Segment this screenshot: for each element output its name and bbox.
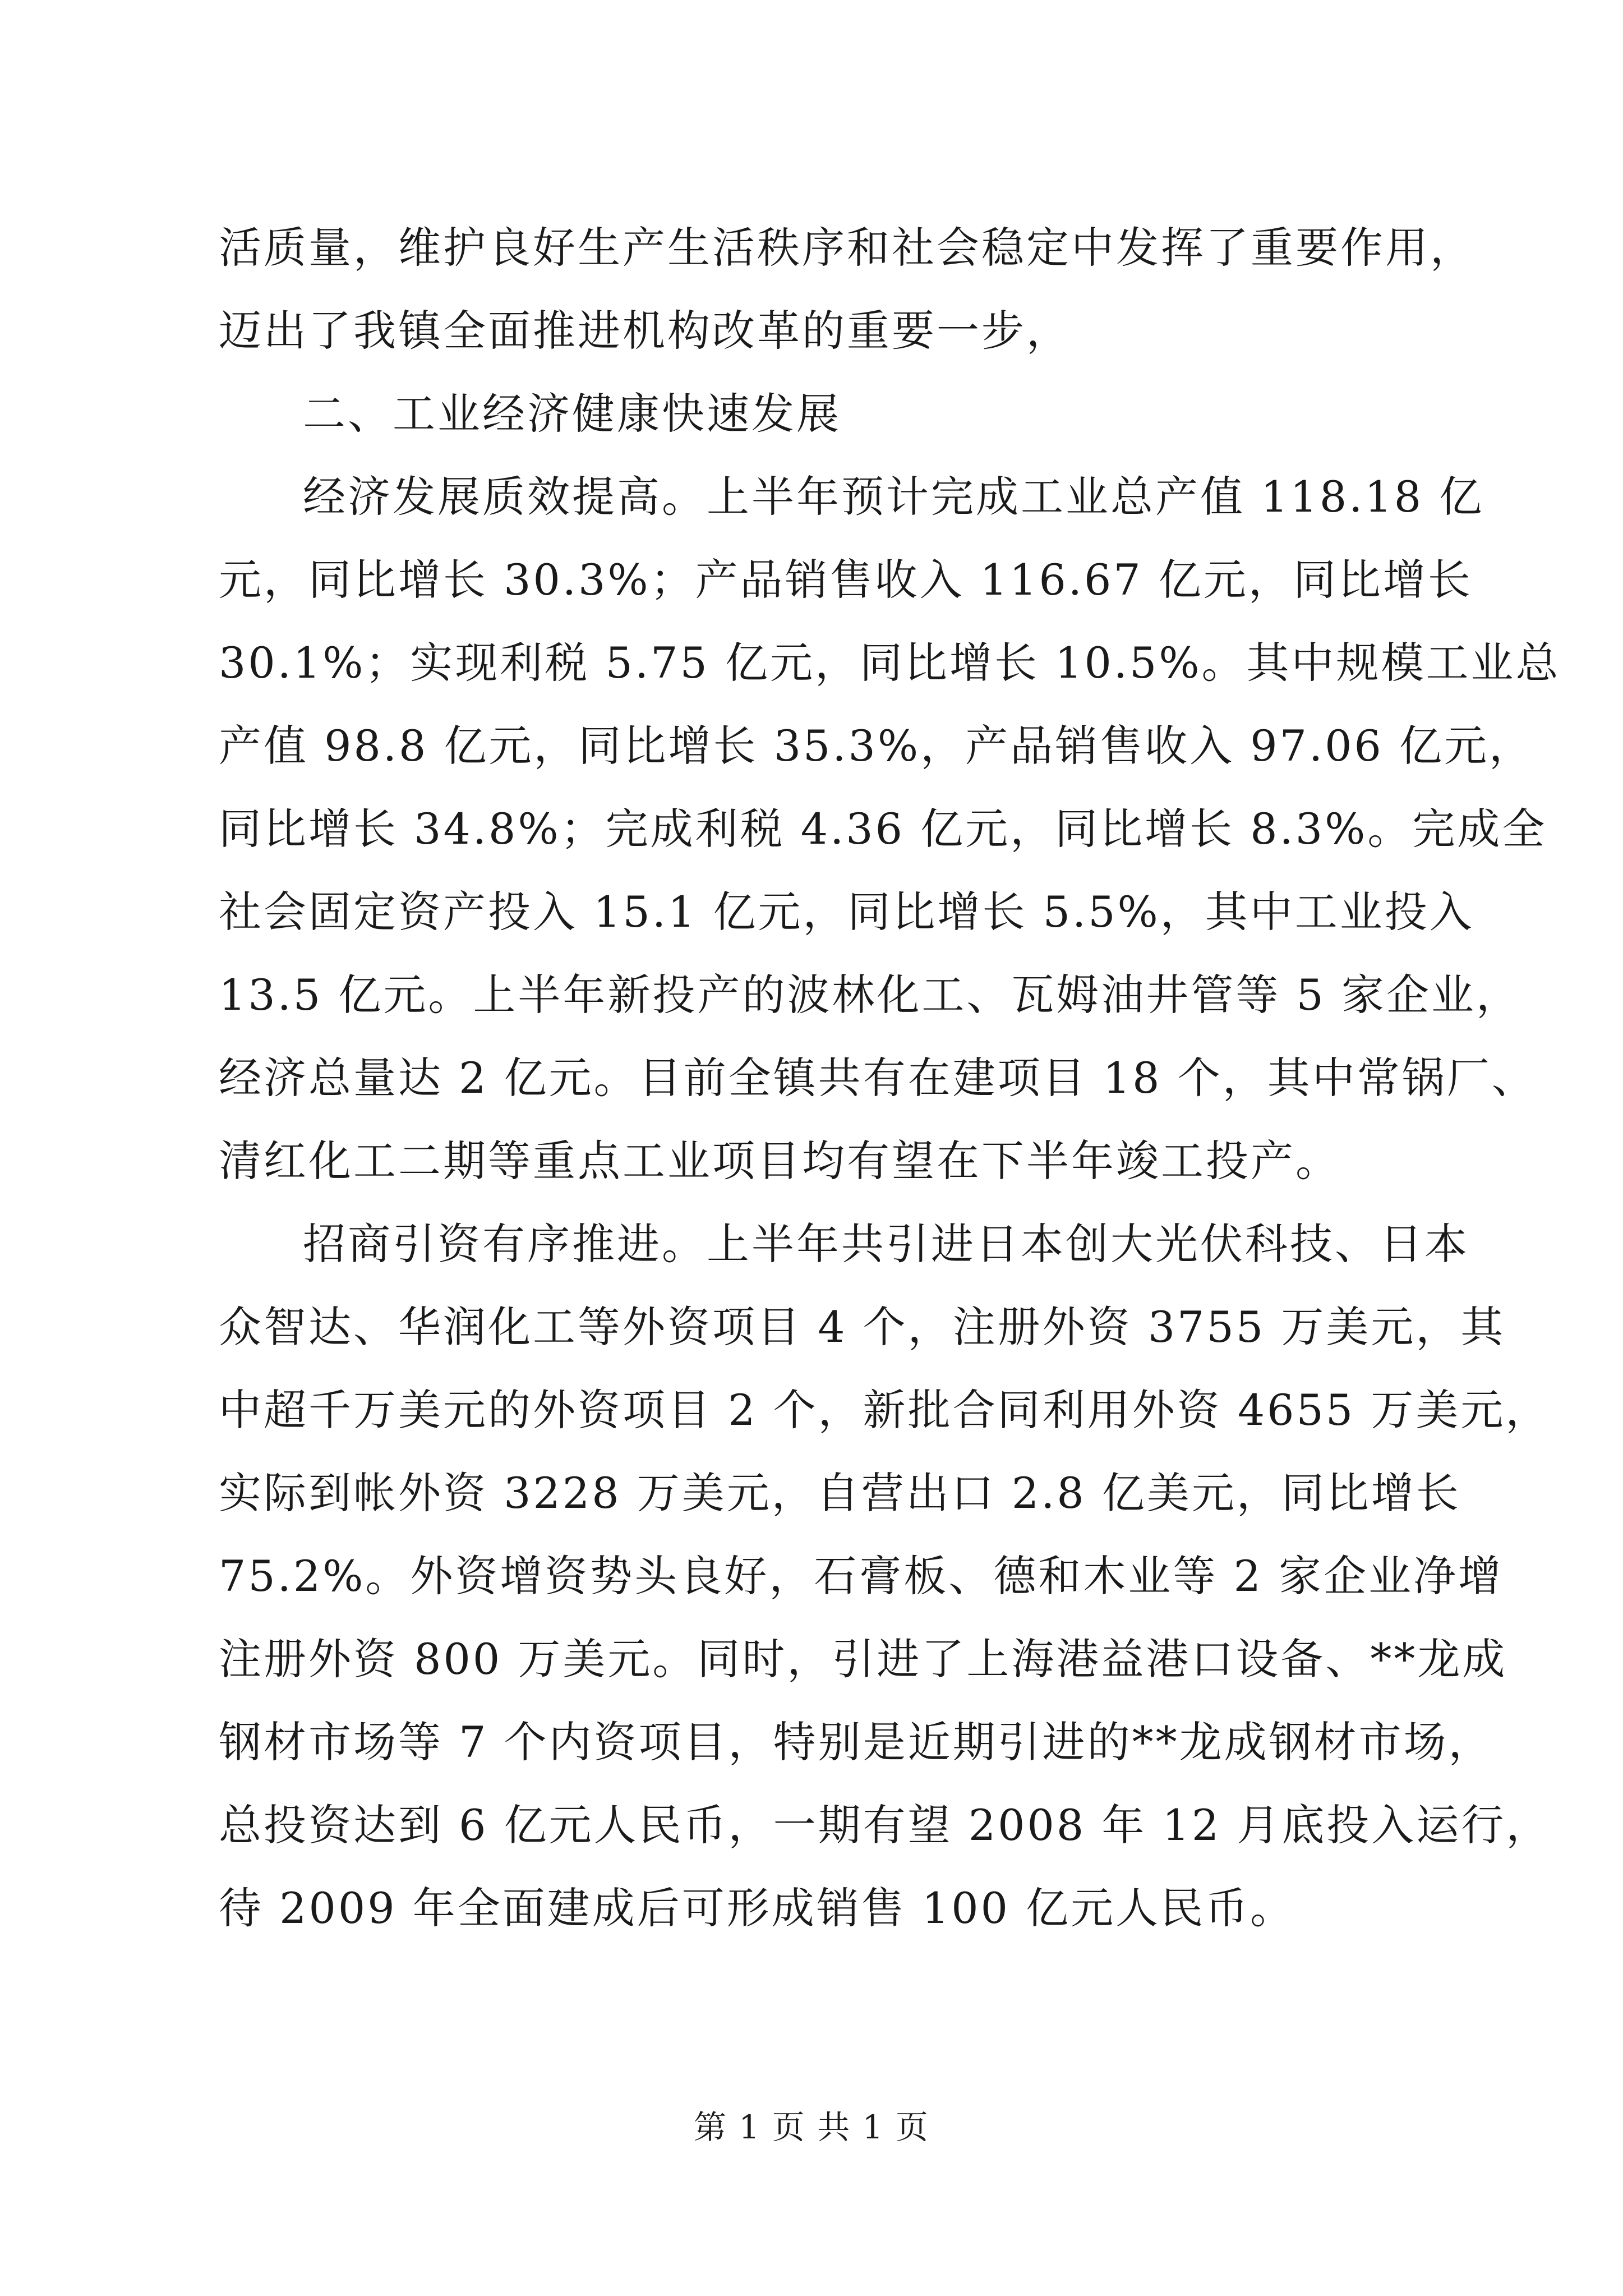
text-line: 经济总量达 2 亿元。目前全镇共有在建项目 18 个，其中常锅厂、 — [219, 1053, 1537, 1103]
text-line: 中超千万美元的外资项目 2 个，新批合同利用外资 4655 万美元， — [219, 1385, 1551, 1435]
text-line: 待 2009 年全面建成后可形成销售 100 亿元人民币。 — [219, 1883, 1295, 1933]
text-line: 钢材市场等 7 个内资项目，特别是近期引进的**龙成钢材市场， — [219, 1717, 1493, 1767]
text-line: 元，同比增长 30.3%；产品销售收入 116.67 亿元，同比增长 — [219, 555, 1473, 605]
page-footer: 第 1 页 共 1 页 — [694, 2108, 929, 2146]
text-line: 13.5 亿元。上半年新投产的波林化工、瓦姆油井管等 5 家企业， — [219, 970, 1521, 1020]
text-line: 活质量，维护良好生产生活秩序和社会稳定中发挥了重要作用， — [219, 223, 1475, 273]
text-line: 75.2%。外资增资势头良好，石膏板、德和木业等 2 家企业净增 — [219, 1551, 1504, 1601]
text-line: 社会固定资产投入 15.1 亿元，同比增长 5.5%，其中工业投入 — [219, 887, 1474, 937]
text-line: 30.1%；实现利税 5.75 亿元，同比增长 10.5%。其中规模工业总 — [219, 638, 1561, 688]
text-line: 实际到帐外资 3228 万美元，自营出口 2.8 亿美元，同比增长 — [219, 1468, 1461, 1518]
text-line: 迈出了我镇全面推进机构改革的重要一步， — [219, 306, 1071, 356]
text-line: 经济发展质效提高。上半年预计完成工业总产值 118.18 亿 — [303, 472, 1484, 522]
text-line: 清红化工二期等重点工业项目均有望在下半年竣工投产。 — [219, 1136, 1340, 1186]
text-line: 招商引资有序推进。上半年共引进日本创大光伏科技、日本 — [303, 1219, 1469, 1269]
text-line: 产值 98.8 亿元，同比增长 35.3%，产品销售收入 97.06 亿元， — [219, 721, 1534, 771]
text-line: 注册外资 800 万美元。同时，引进了上海港益港口设备、**龙成 — [219, 1634, 1507, 1684]
text-line: 总投资达到 6 亿元人民币，一期有望 2008 年 12 月底投入运行， — [219, 1800, 1551, 1850]
text-line: 众智达、华润化工等外资项目 4 个，注册外资 3755 万美元，其 — [219, 1302, 1506, 1352]
text-line: 同比增长 34.8%；完成利税 4.36 亿元，同比增长 8.3%。完成全 — [219, 804, 1547, 854]
section-heading: 二、工业经济健康快速发展 — [303, 389, 841, 439]
